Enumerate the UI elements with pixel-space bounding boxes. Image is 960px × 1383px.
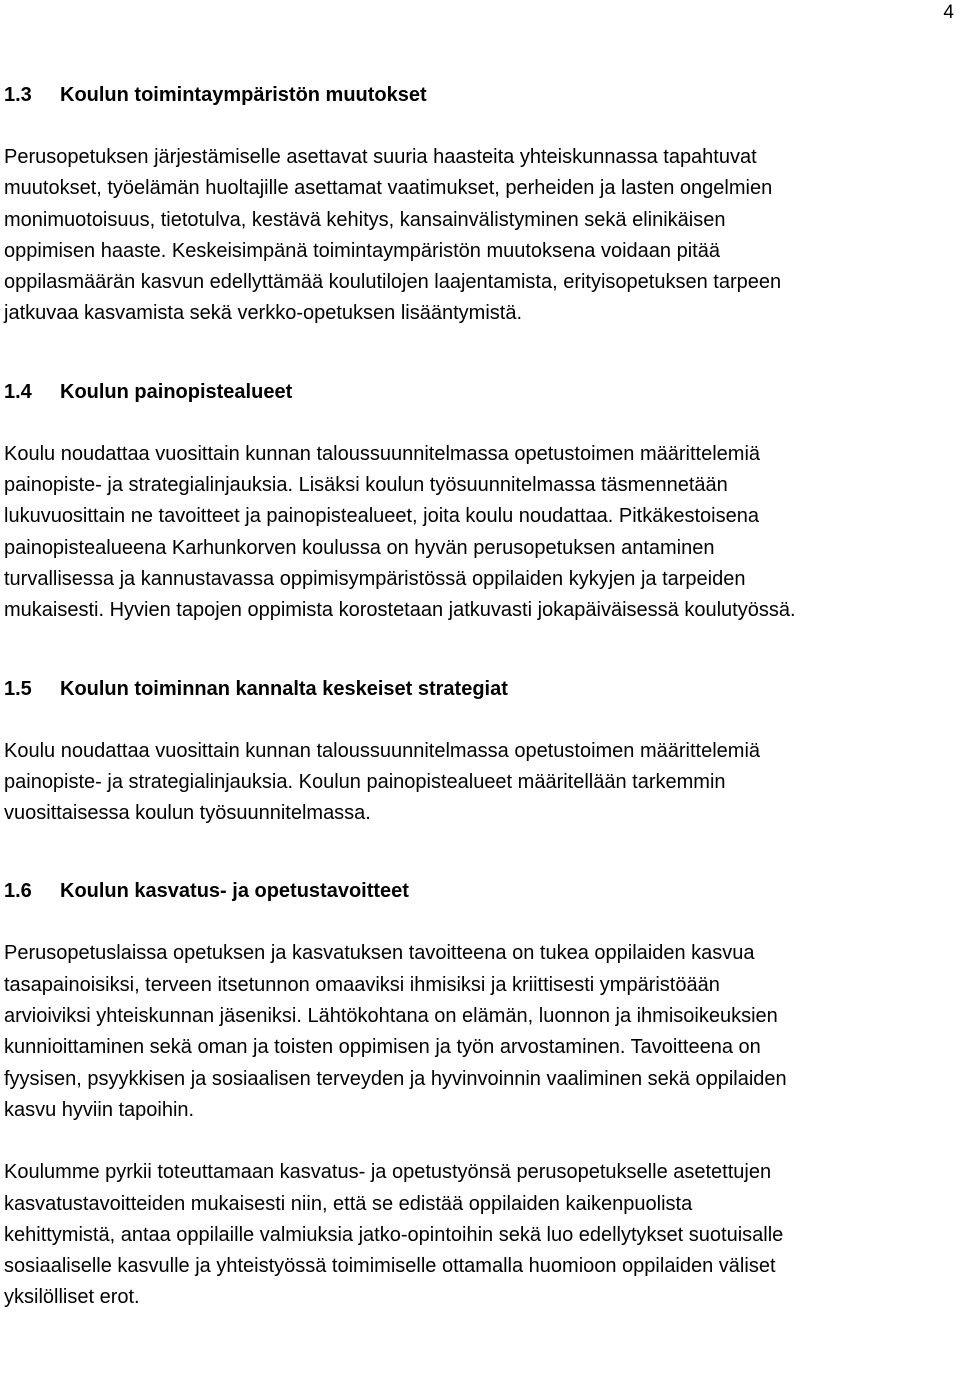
paragraph-line: oppimisen haaste. Keskeisimpänä toimintaympäristön muutoksena voidaan pitää (4, 239, 720, 262)
paragraph-line: muutokset, työelämän huoltajille asettamat vaatimukset, perheiden ja lasten ongelmien (4, 177, 773, 200)
paragraph-line: painopiste- ja strategialinjauksia. Koulun painopistealueet määritellään tarkemmin (4, 770, 726, 793)
paragraph-line: Koulu noudattaa vuosittain kunnan taloussuunnitelmassa opetustoimen määrittelemiä (4, 442, 761, 465)
paragraph-line: monimuotoisuus, tietotulva, kestävä kehitys, kansainvälistyminen sekä elinikäisen (4, 208, 726, 231)
paragraph-line: tasapainoisiksi, terveen itsetunnon omaaviksi ihmisiksi ja kriittisesti ympäristöään (4, 973, 720, 996)
paragraph-line: jatkuvaa kasvamista sekä verkko-opetuksen lisääntymistä. (4, 302, 523, 325)
paragraph-line: kasvatustavoitteiden mukaisesti niin, että se edistää oppilaiden kaikenpuolista (4, 1192, 693, 1215)
section-heading (4, 80, 954, 110)
paragraph-line: painopiste- ja strategialinjauksia. Lisäksi koulun työsuunnitelmassa täsmennetään (4, 474, 728, 497)
section-heading (4, 674, 954, 704)
paragraph (4, 1157, 954, 1313)
page-number: 4 (943, 2, 954, 23)
paragraph-line: lukuvuosittain ne tavoitteet ja painopistealueet, joita koulu noudattaa. Pitkäkestoisena (4, 505, 759, 528)
paragraph-line: Perusopetuksen järjestämiselle asettavat suuria haasteita yhteiskunnassa tapahtuvat (4, 146, 757, 168)
paragraph-line: kasvu hyviin tapoihin. (4, 1098, 195, 1121)
paragraph-line: Koulu noudattaa vuosittain kunnan taloussuunnitelmassa opetustoimen määrittelemiä (4, 739, 761, 762)
paragraph-line: oppilasmäärän kasvun edellyttämää koulutilojen laajentamista, erityisopetuksen tarpeen (4, 271, 782, 294)
paragraph-line: turvallisessa ja kannustavassa oppimisympäristössä oppilaiden kykyjen ja tarpeiden (4, 567, 746, 590)
section-number: 1.5 (4, 677, 32, 700)
paragraph-line: arvioiviksi yhteiskunnan jäseniksi. Lähtökohtana on elämän, luonnon ja ihmisoikeuksien (4, 1005, 778, 1028)
paragraph-line: painopistealueena Karhunkorven koulussa on hyvän perusopetuksen antaminen (4, 536, 715, 559)
paragraph (4, 439, 954, 627)
paragraph-line: yksilölliset erot. (4, 1286, 140, 1309)
paragraph-line: sosiaaliselle kasvulle ja yhteistyössä toimimiselle ottamalla huomioon oppilaiden väliset (4, 1255, 776, 1278)
section-number: 1.3 (4, 84, 32, 106)
section-title: Koulun painopistealueet (60, 380, 293, 403)
paragraph (4, 142, 954, 330)
paragraph-line: Perusopetuslaissa opetuksen ja kasvatuksen tavoitteena on tukea oppilaiden kasvua (4, 942, 755, 965)
section-heading (4, 377, 954, 407)
section-title: Koulun kasvatus- ja opetustavoitteet (60, 880, 409, 903)
paragraph-line: kehittymistä, antaa oppilaille valmiuksia jatko-opintoihin sekä luo edellytykset suotuisalle (4, 1223, 784, 1246)
section-heading (4, 876, 954, 906)
section-number: 1.6 (4, 880, 32, 903)
paragraph (4, 736, 954, 830)
section-title: Koulun toiminnan kannalta keskeiset strategiat (60, 677, 508, 700)
section-title: Koulun toimintaympäristön muutokset (60, 84, 427, 106)
paragraph-line: fyysisen, psyykkisen ja sosiaalisen terveyden ja hyvinvoinnin vaaliminen sekä oppilaiden (4, 1067, 787, 1090)
paragraph-line: kunnioittaminen sekä oman ja toisten oppimisen ja työn arvostaminen. Tavoitteena on (4, 1036, 761, 1059)
paragraph (4, 938, 954, 1126)
paragraph-line: Koulumme pyrkii toteuttamaan kasvatus- ja opetustyönsä perusopetukselle asetettujen (4, 1161, 772, 1184)
document-body (4, 80, 954, 1314)
section-number: 1.4 (4, 380, 32, 403)
paragraph-line: mukaisesti. Hyvien tapojen oppimista korostetaan jatkuvasti jokapäiväisessä koulutyössä. (4, 599, 796, 622)
paragraph-line: vuosittaisessa koulun työsuunnitelmassa. (4, 802, 371, 825)
